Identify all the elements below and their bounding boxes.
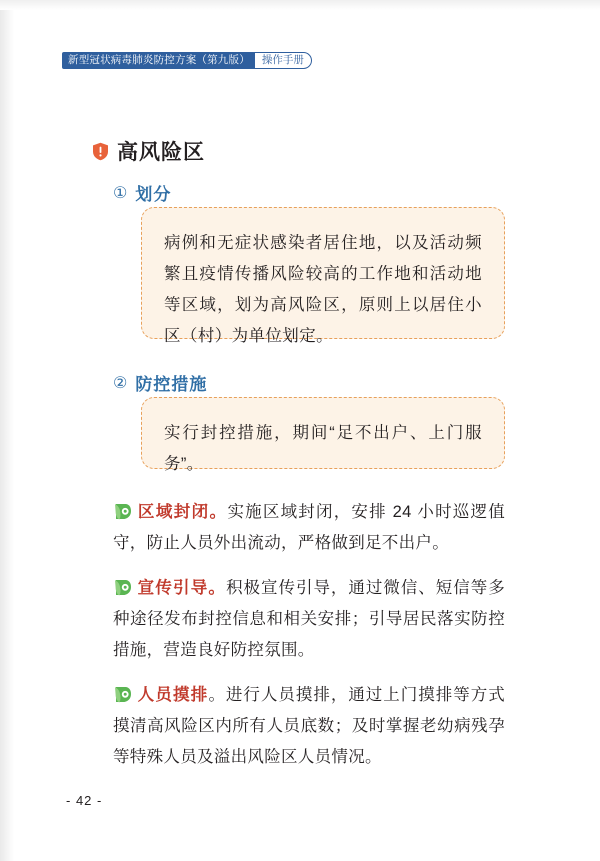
warning-shield-icon [92, 142, 109, 161]
measure-body: 。进行人员摸排，通过上门摸排等方式摸清高风险区内所有人员底数；及时掌握老幼病残孕等特殊人员及溢出风险区人员情况。 [113, 686, 506, 766]
subsection-heading-2 [113, 370, 207, 395]
measure-name: 区域封闭。 [137, 503, 228, 521]
page-number: - 42 - [66, 793, 103, 808]
section-heading [92, 136, 205, 166]
list-item [113, 497, 505, 559]
header-book-title: 新型冠状病毒肺炎防控方案（第九版） [62, 52, 255, 69]
subsection-heading-1 [113, 180, 171, 205]
measure-body: 积极宣传引导，通过微信、短信等多种途径发布封控信息和相关安排；引导居民落实防控措施，营造良好防控氛围。 [113, 579, 505, 659]
running-header [62, 52, 312, 69]
subsection-label-2: 防控措施 [135, 375, 208, 394]
header-manual-label: 操作手册 [255, 52, 312, 69]
subsection-marker-2: ② [113, 374, 129, 392]
page-edge-shading-left [0, 0, 14, 861]
measure-name: 宣传引导。 [137, 579, 227, 597]
callout-box-division: 病例和无症状感染者居住地，以及活动频繁且疫情传播风险较高的工作地和活动地等区域，划为高风险区，原则上以居住小区（村）为单位划定。 [141, 207, 505, 339]
leaf-badge-icon [113, 578, 132, 597]
measure-body: 实施区域封闭，安排 24 小时巡逻值守，防止人员外出流动，严格做到足不出户。 [113, 503, 506, 552]
page-edge-shading-top [0, 0, 600, 10]
leaf-badge-icon [113, 502, 132, 521]
page-title: 高风险区 [117, 141, 205, 164]
measure-name: 人员摸排 [137, 686, 209, 704]
list-item [113, 573, 505, 666]
subsection-marker-1: ① [113, 184, 129, 202]
subsection-label-1: 划分 [135, 185, 172, 204]
callout-box-control-measures: 实行封控措施，期间“足不出户、上门服务”。 [141, 397, 505, 469]
list-item [113, 680, 505, 773]
leaf-badge-icon [113, 685, 132, 704]
